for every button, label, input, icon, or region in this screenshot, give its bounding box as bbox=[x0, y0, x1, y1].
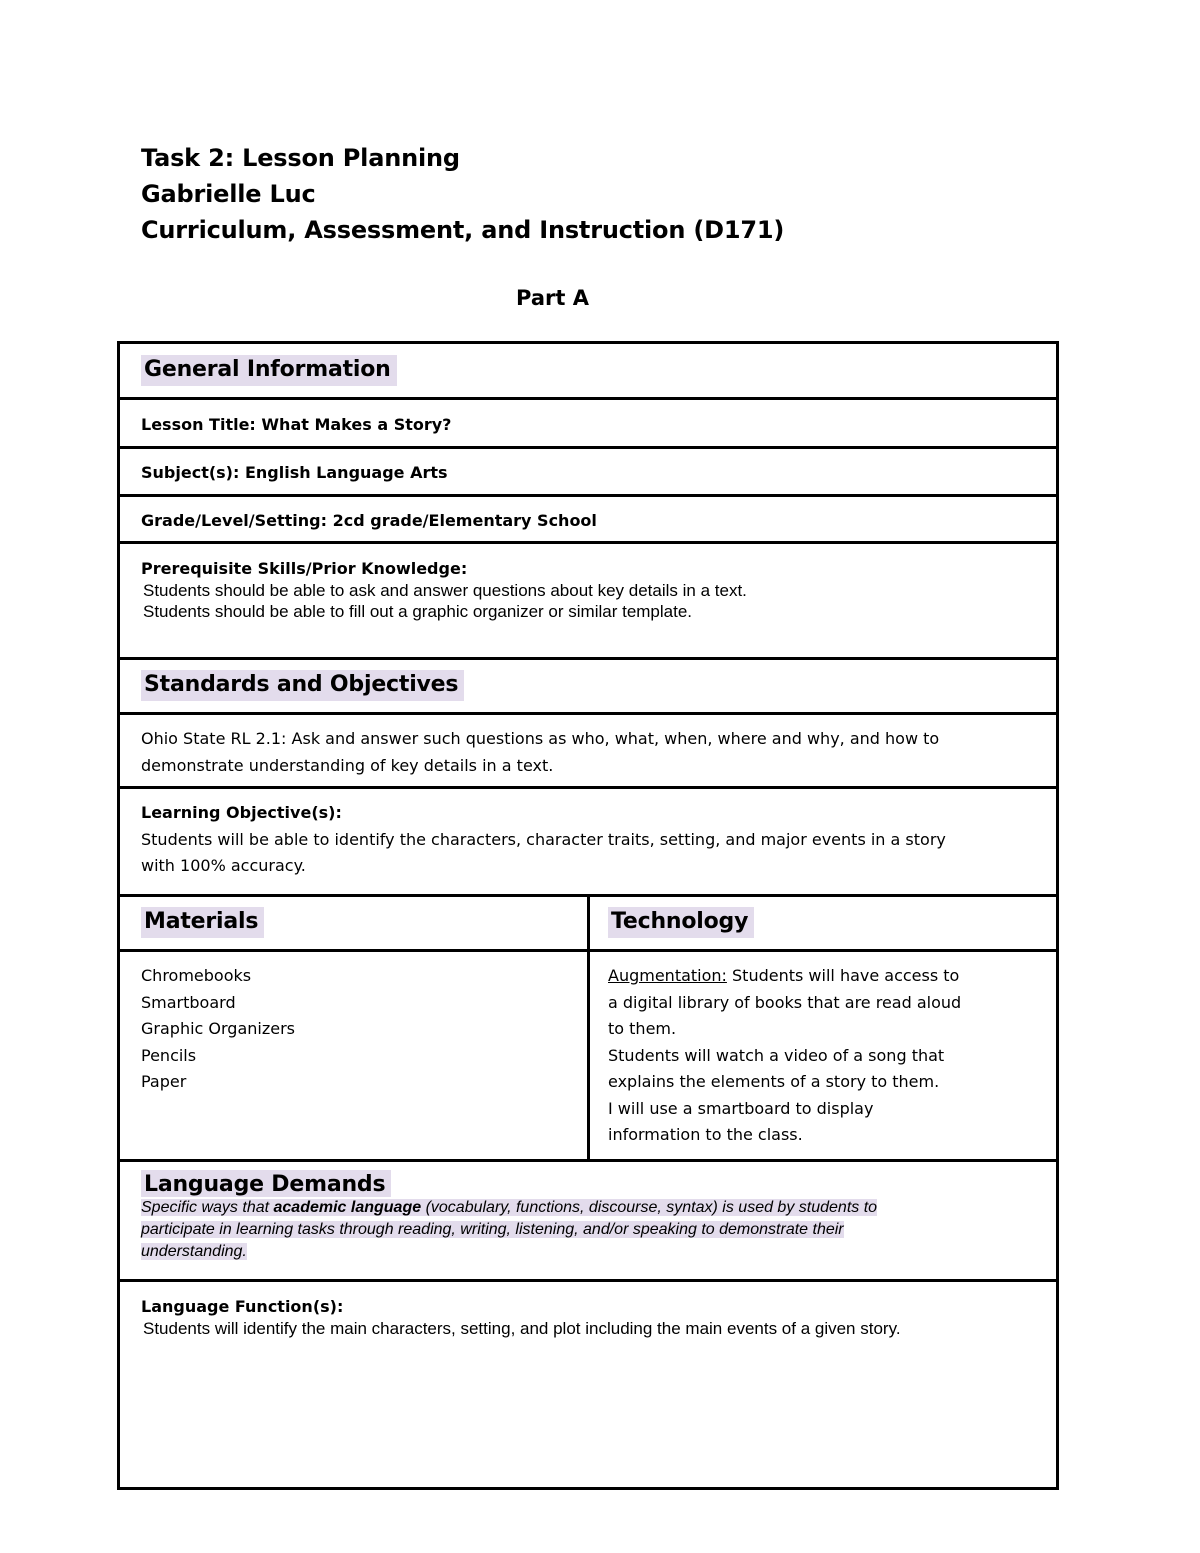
author-name: Gabrielle Luc bbox=[141, 180, 316, 208]
subjects: Subject(s): English Language Arts bbox=[141, 463, 448, 482]
divider bbox=[120, 1159, 1056, 1162]
column-divider bbox=[587, 894, 590, 1159]
grade-level-setting: Grade/Level/Setting: 2cd grade/Elementary School bbox=[141, 511, 597, 530]
prerequisite-label: Prerequisite Skills/Prior Knowledge: bbox=[141, 559, 468, 578]
standard-line: demonstrate understanding of key details in a text. bbox=[141, 755, 554, 775]
language-demands-section bbox=[141, 1170, 877, 1263]
language-demands-heading: Language Demands bbox=[141, 1170, 391, 1197]
learning-objective-line: with 100% accuracy. bbox=[141, 856, 306, 875]
language-function-block bbox=[141, 1297, 901, 1339]
desc-text: understanding. bbox=[141, 1243, 247, 1260]
learning-objective-line: Students will be able to identify the characters, character traits, setting, and major events in a story bbox=[141, 829, 946, 849]
materials-item: Pencils bbox=[141, 1045, 197, 1065]
materials-heading: Materials bbox=[141, 907, 264, 938]
materials-item: Smartboard bbox=[141, 992, 236, 1012]
lesson-title: Lesson Title: What Makes a Story? bbox=[141, 415, 452, 434]
standards-section bbox=[141, 670, 464, 701]
technology-heading: Technology bbox=[608, 907, 754, 938]
technology-line bbox=[608, 963, 961, 990]
desc-text: (vocabulary, functions, discourse, syntax) is used by students to bbox=[421, 1199, 878, 1216]
standard-line: Ohio State RL 2.1: Ask and answer such questions as who, what, when, where and why, and how to bbox=[141, 729, 940, 748]
desc-bold: academic language bbox=[273, 1199, 422, 1216]
learning-objective-block bbox=[141, 800, 946, 880]
divider bbox=[120, 446, 1056, 449]
augmentation-label: Augmentation: bbox=[608, 966, 727, 985]
language-demands-description bbox=[141, 1197, 877, 1263]
technology-section bbox=[608, 907, 754, 938]
technology-line: to them. bbox=[608, 1019, 677, 1038]
standard-text bbox=[141, 726, 939, 779]
lesson-plan-table bbox=[117, 341, 1059, 1490]
prerequisite-line: Students should be able to ask and answer questions about key details in a text. bbox=[143, 581, 747, 600]
technology-line: I will use a smartboard to display bbox=[608, 1098, 874, 1118]
desc-text: participate in learning tasks through reading, writing, listening, and/or speaking to demonstrate their bbox=[141, 1221, 844, 1238]
materials-item: Paper bbox=[141, 1072, 187, 1091]
materials-item: Graphic Organizers bbox=[141, 1019, 295, 1038]
desc-text: Specific ways that bbox=[141, 1199, 274, 1216]
divider bbox=[120, 786, 1056, 789]
technology-line: explains the elements of a story to them. bbox=[608, 1072, 940, 1091]
divider bbox=[120, 1279, 1056, 1282]
divider bbox=[120, 494, 1056, 497]
technology-line-rest: Students will have access to bbox=[726, 966, 960, 985]
divider bbox=[120, 657, 1056, 660]
part-heading: Part A bbox=[516, 286, 589, 310]
materials-section bbox=[141, 907, 264, 938]
standards-heading: Standards and Objectives bbox=[141, 670, 464, 701]
document-header bbox=[141, 140, 784, 248]
divider bbox=[120, 397, 1056, 400]
prerequisite-line: Students should be able to fill out a graphic organizer or similar template. bbox=[143, 602, 693, 621]
task-title: Task 2: Lesson Planning bbox=[141, 144, 460, 172]
language-function-text: Students will identify the main characters, setting, and plot including the main events of a given story. bbox=[143, 1319, 901, 1338]
general-info-heading: General Information bbox=[141, 355, 397, 386]
course-title: Curriculum, Assessment, and Instruction (D171) bbox=[141, 216, 785, 244]
materials-item: Chromebooks bbox=[141, 966, 252, 985]
technology-line: a digital library of books that are read aloud bbox=[608, 992, 962, 1012]
technology-line: information to the class. bbox=[608, 1125, 803, 1144]
divider bbox=[120, 712, 1056, 715]
divider bbox=[120, 949, 1056, 952]
general-info-section bbox=[141, 355, 397, 386]
technology-line: Students will watch a video of a song that bbox=[608, 1045, 945, 1065]
materials-list bbox=[141, 963, 295, 1096]
divider bbox=[120, 541, 1056, 544]
prerequisite-block bbox=[141, 559, 747, 622]
language-function-label: Language Function(s): bbox=[141, 1297, 344, 1316]
learning-objective-label: Learning Objective(s): bbox=[141, 803, 342, 822]
technology-text bbox=[608, 963, 961, 1149]
